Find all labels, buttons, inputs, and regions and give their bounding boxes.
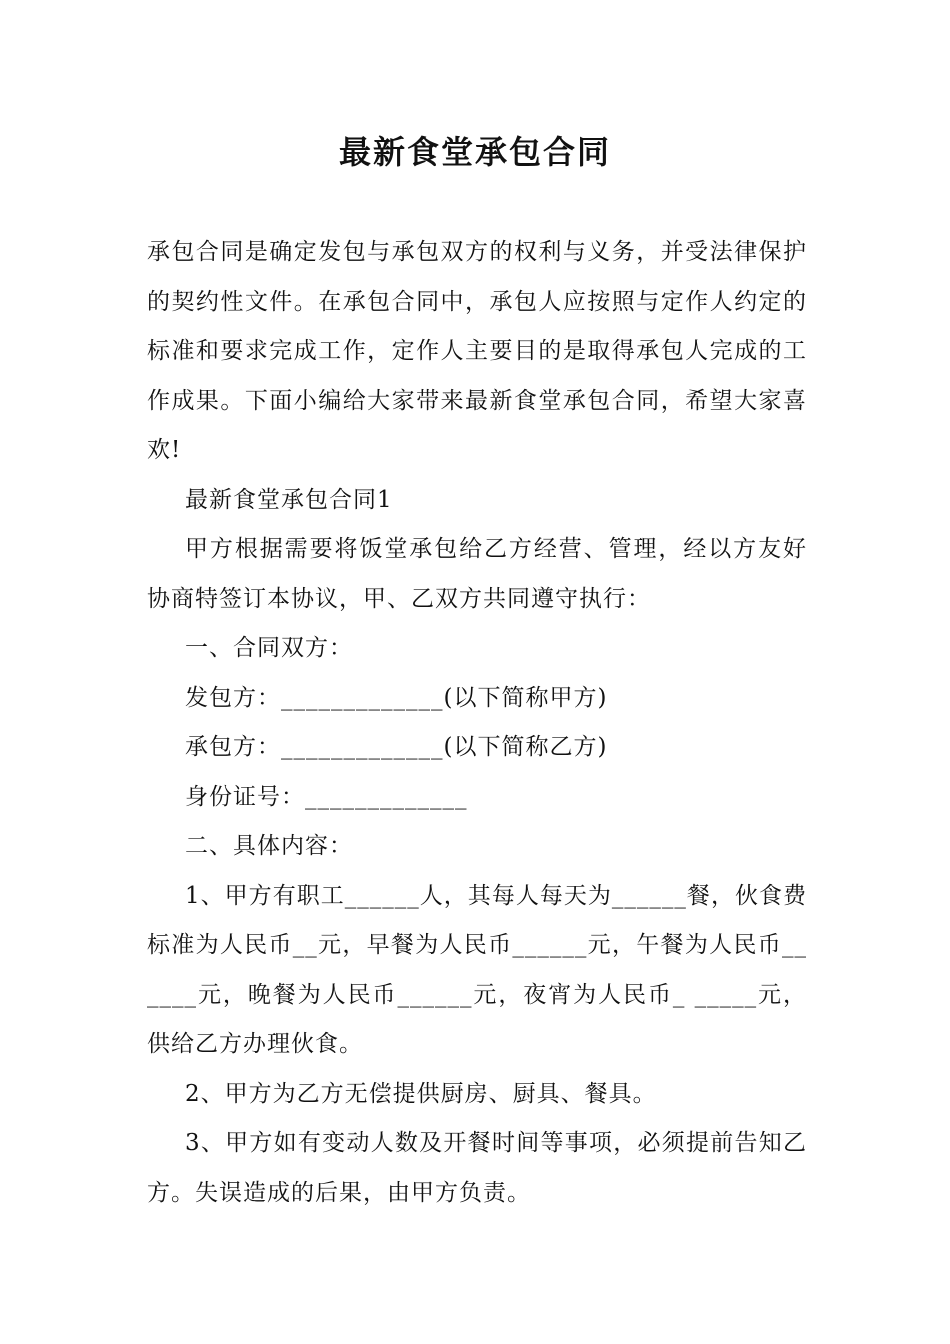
party-a-line: 发包方：_____________(以下简称甲方) bbox=[185, 684, 608, 711]
clause-3-paragraph: 3、甲方如有变动人数及开餐时间等事项，必须提前告知乙方。失误造成的后果，由甲方负责。 bbox=[147, 1130, 807, 1206]
id-number-line: 身份证号：_____________ bbox=[185, 783, 468, 810]
clause-heading-parties: 一、合同双方： bbox=[185, 635, 353, 661]
clause-heading-content: 二、具体内容： bbox=[185, 833, 353, 859]
clause-1-paragraph: 1、甲方有职工______人，其每人每天为______餐，伙食费标准为人民币__元，早餐为人民币______元，午餐为人民币______元，晚餐为人民币______元，夜宵为人民币_ _____元，供给乙方办理伙食。 bbox=[147, 882, 807, 1057]
section-heading: 最新食堂承包合同1 bbox=[185, 486, 393, 513]
document-title: 最新食堂承包合同 bbox=[338, 133, 611, 171]
party-b-line: 承包方：_____________(以下简称乙方) bbox=[185, 734, 608, 760]
clause-2-paragraph: 2、甲方为乙方无偿提供厨房、厨具、餐具。 bbox=[185, 1080, 657, 1107]
intro-paragraph: 承包合同是确定发包与承包双方的权利与义务，并受法律保护的契约性文件。在承包合同中，承包人应按照与定作人约定的标准和要求完成工作，定作人主要目的是取得承包人完成的工作成果。下面小编给大家带来最新食堂承包合同，希望大家喜欢! bbox=[147, 239, 807, 463]
document-body bbox=[147, 228, 807, 1218]
preamble-paragraph: 甲方根据需要将饭堂承包给乙方经营、管理，经以方友好协商特签订本协议，甲、乙双方共同遵守执行： bbox=[147, 536, 807, 612]
